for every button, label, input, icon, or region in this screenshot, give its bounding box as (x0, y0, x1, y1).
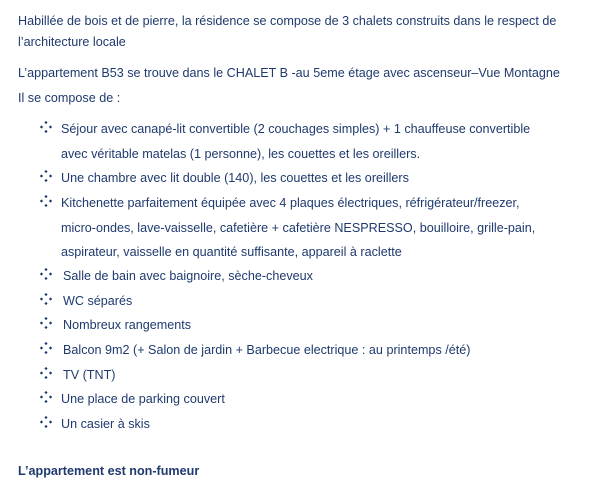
feature-text: Un casier à skis (61, 417, 150, 431)
apartment-location-text: L’appartement B53 se trouve dans le CHALET B -au 5eme étage avec ascenseur–Vue Montagne (18, 66, 560, 80)
four-diamond-bullet-icon (40, 391, 52, 403)
feature-text: Salle de bain avec baignoire, sèche-cheveux (63, 269, 313, 283)
four-diamond-bullet-icon (40, 268, 52, 280)
four-diamond-bullet-icon (40, 293, 52, 305)
four-diamond-bullet-icon (40, 195, 52, 207)
feature-text: Kitchenette parfaitement équipée avec 4 plaques électriques, réfrigérateur/freezer, micro-ondes, lave-vaisselle, cafetière + cafetière NESPRESSO, bouilloire, grille-pain, aspirateur, vaisselle en quantité suffisante, appareil à raclette (61, 196, 536, 259)
four-diamond-bullet-icon (40, 121, 52, 133)
feature-text: Nombreux rangements (63, 318, 192, 332)
four-diamond-bullet-icon (40, 367, 52, 379)
feature-text: TV (TNT) (63, 368, 116, 382)
feature-text: Balcon 9m2 (+ Salon de jardin + Barbecue electrique : au printemps /été) (63, 343, 471, 357)
feature-text: Une chambre avec lit double (140), les couettes et les oreillers (61, 171, 409, 185)
four-diamond-bullet-icon (40, 416, 52, 428)
intro-paragraph: Habillée de bois et de pierre, la résidence se compose de 3 chalets construits dans le respect de l’architecture locale (18, 14, 557, 49)
feature-text: Séjour avec canapé-lit convertible (2 couchages simples) + 1 chauffeuse convertible avec véritable matelas (1 personne), les couettes et les oreillers. (61, 122, 531, 161)
four-diamond-bullet-icon (40, 317, 52, 329)
non-smoking-notice: L’appartement est non-fumeur (18, 464, 200, 478)
four-diamond-bullet-icon (40, 342, 52, 354)
feature-text: WC séparés (63, 294, 133, 308)
four-diamond-bullet-icon (40, 170, 52, 182)
feature-text: Une place de parking couvert (61, 392, 225, 406)
composition-heading: Il se compose de : (18, 91, 121, 105)
